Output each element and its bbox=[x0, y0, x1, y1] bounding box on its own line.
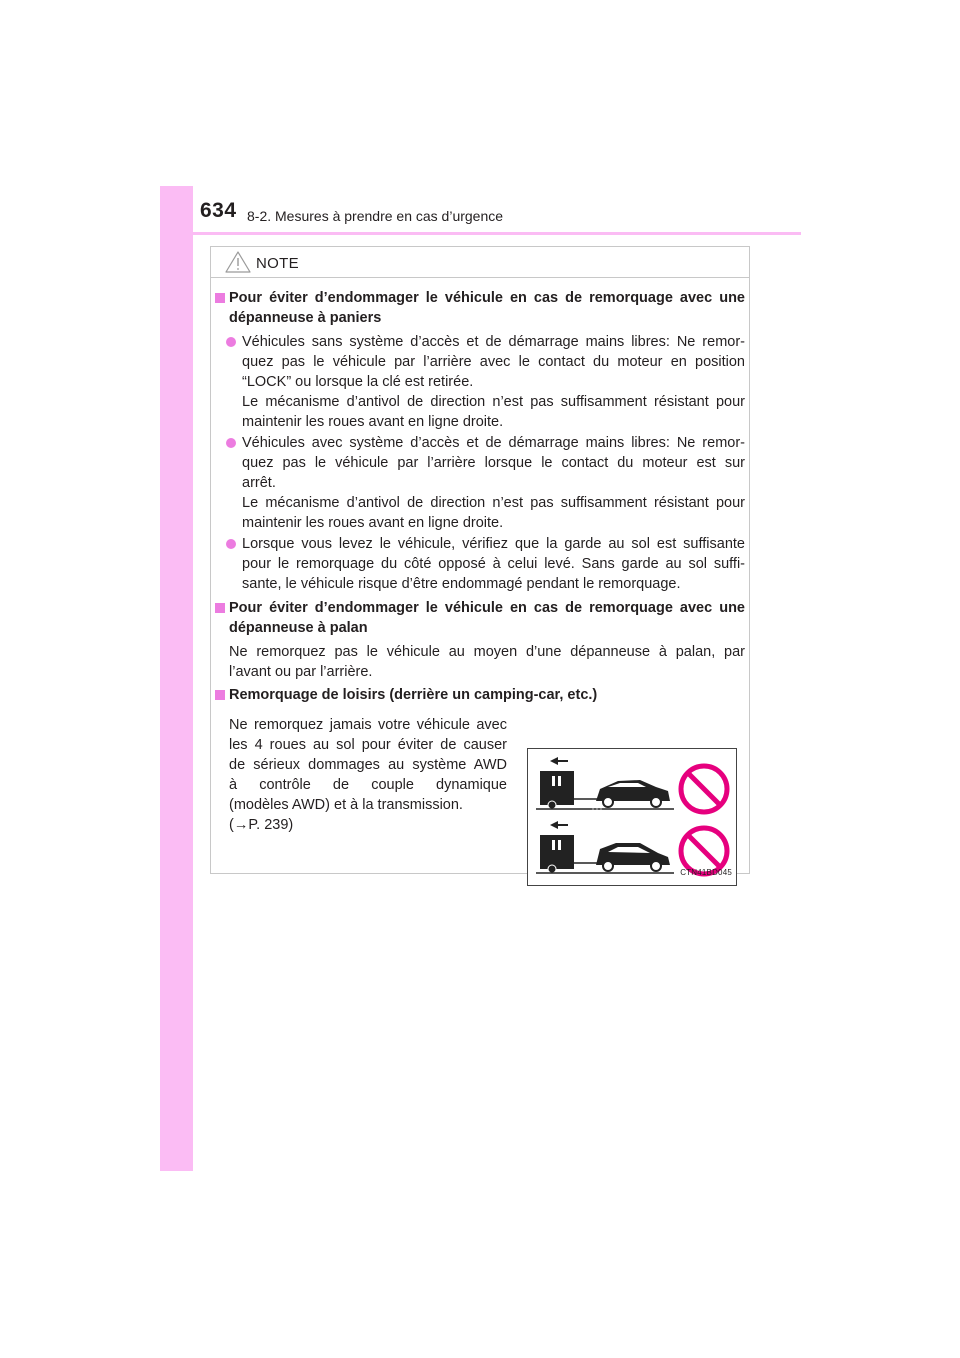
towing-illustration bbox=[527, 748, 737, 886]
section-body: Ne remorquez pas le véhicule au moyen d’une dépanneuse à palan, par l’avant ou par l’arrière. bbox=[229, 644, 745, 681]
tow-row-bottom bbox=[536, 821, 674, 873]
tow-row-top bbox=[536, 757, 674, 809]
side-thumb-band bbox=[160, 186, 193, 1171]
bullet-text: Véhicules avec système d’accès et de démarrage mains libres: Ne remor- quez pas le véhicule par l’arrière lorsque le contact du moteur est sur arrêt. Le mécanisme d’antivol de direction n’est pas suffisamment résistant pour maintenir les roues avant en ligne droite. bbox=[242, 435, 745, 532]
header-rule bbox=[193, 232, 801, 235]
square-bullet-icon bbox=[215, 603, 225, 613]
round-bullet-icon bbox=[226, 438, 236, 448]
section-heading-basket bbox=[215, 288, 745, 328]
section-heading-text: Pour éviter d’endommager le véhicule en cas de remorquage avec une dépanneuse à paniers bbox=[229, 290, 745, 327]
note-box bbox=[210, 246, 750, 877]
square-bullet-icon bbox=[215, 690, 225, 700]
bullet-item bbox=[226, 433, 745, 533]
note-header bbox=[211, 247, 749, 278]
round-bullet-icon bbox=[226, 337, 236, 347]
warning-triangle-icon bbox=[225, 251, 251, 273]
page-number: 634 bbox=[200, 199, 237, 222]
section-body: Ne remorquez jamais votre véhicule avec les 4 roues au sol pour éviter de causer de sérieux dommages au système AWD à contrôle de couple dynamique (modèles AWD) et à la transmission. (→P. 239) bbox=[229, 717, 507, 834]
section-heading-text: Remorquage de loisirs (derrière un camping-car, etc.) bbox=[229, 687, 598, 703]
square-bullet-icon bbox=[215, 293, 225, 303]
bullet-item bbox=[226, 332, 745, 432]
section-heading-recreational bbox=[215, 685, 745, 705]
section-heading-text: Pour éviter d’endommager le véhicule en cas de remorquage avec une dépanneuse à palan bbox=[229, 600, 745, 637]
bullet-item bbox=[226, 534, 745, 594]
section-title: 8-2. Mesures à prendre en cas d’urgence bbox=[247, 208, 504, 224]
note-title: NOTE bbox=[256, 255, 299, 272]
round-bullet-icon bbox=[226, 539, 236, 549]
bullet-text: Lorsque vous levez le véhicule, vérifiez que la garde au sol est suffisante pour le remorquage du côté opposé à celui levé. Sans garde au sol suffi- sante, le véhicule risque d’être endommagé pendant le remorquage. bbox=[242, 536, 745, 593]
bullet-text: Véhicules sans système d’accès et de démarrage mains libres: Ne remor- quez pas le véhicule par l’arrière avec le contact du moteur en position “LOCK” ou lorsque la clé est retirée. Le mécanisme d’antivol de direction n’est pas suffisamment résistant pour maintenir les roues avant en ligne droite. bbox=[242, 334, 745, 431]
illustration-code: CTN41BD045 bbox=[680, 867, 732, 877]
section-heading-hoist bbox=[215, 598, 745, 638]
